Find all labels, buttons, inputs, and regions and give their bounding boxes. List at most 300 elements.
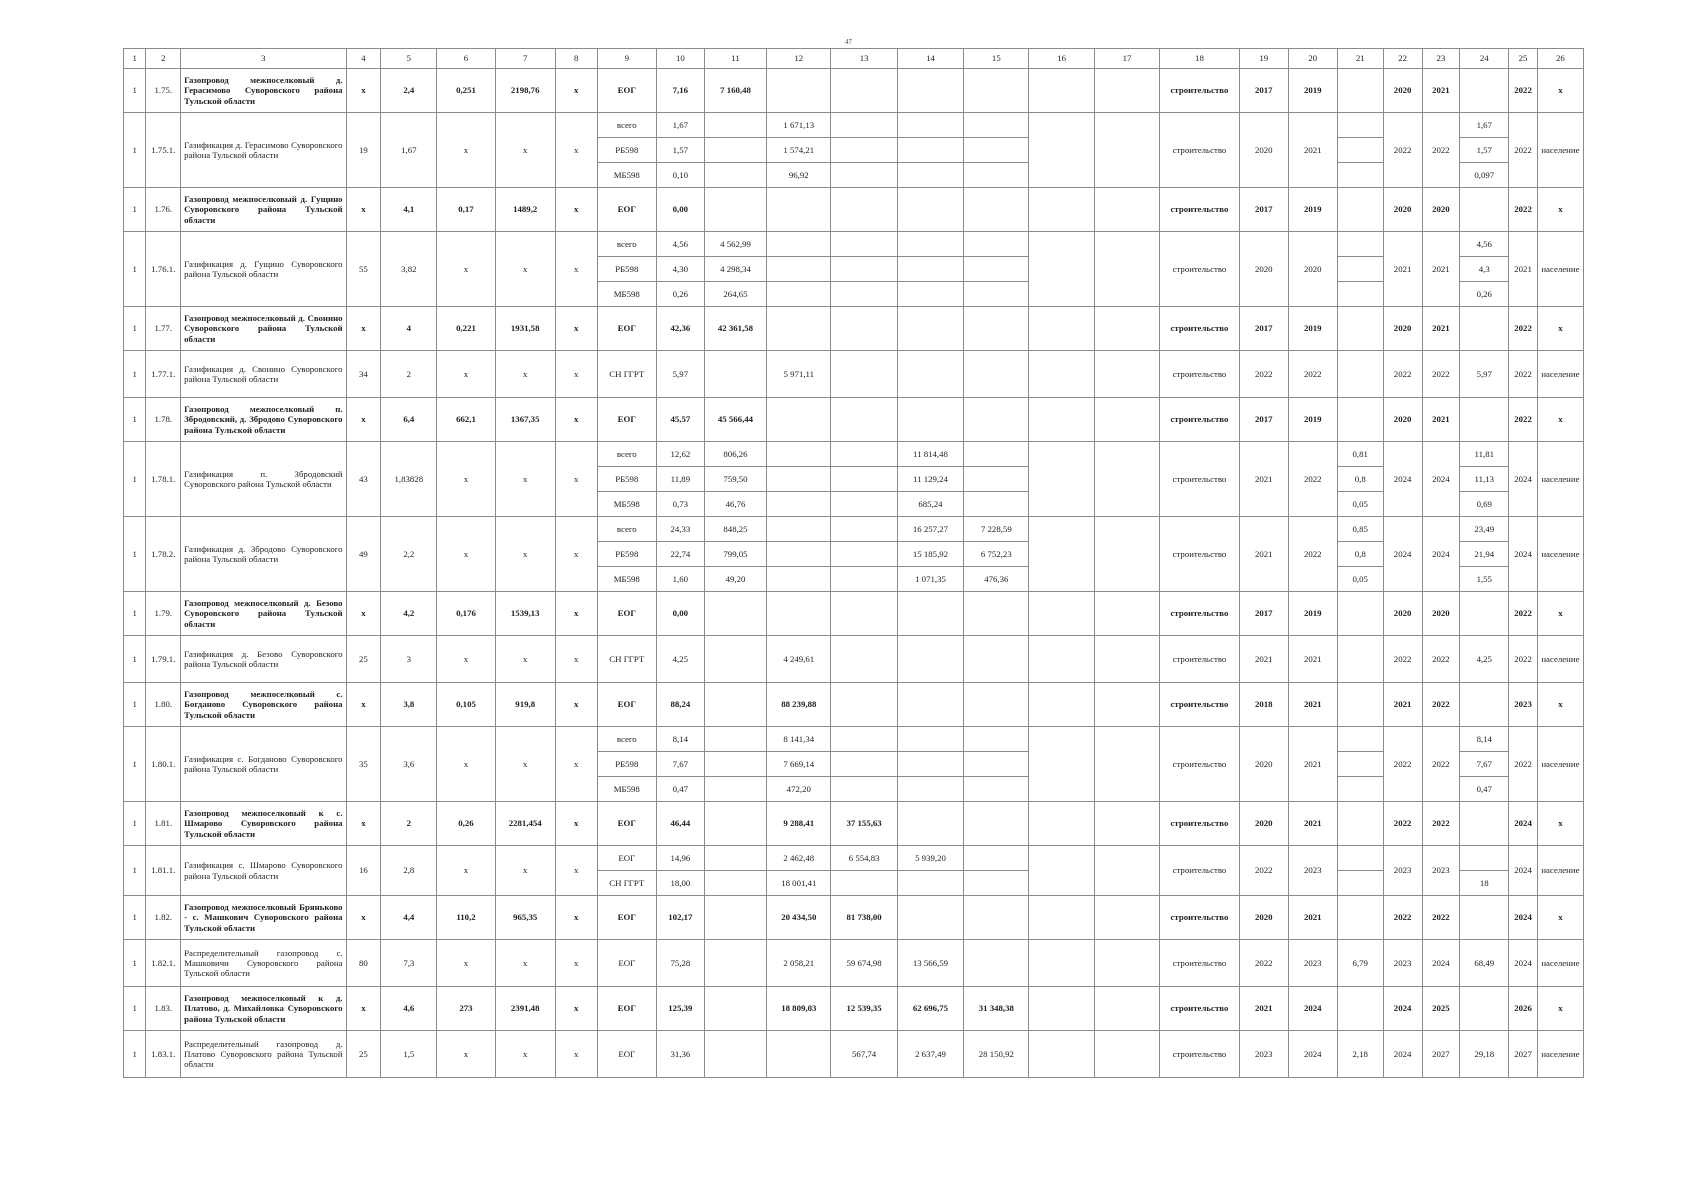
- cell-col-9: всего: [597, 113, 656, 138]
- cell-col-20: 2022: [1288, 517, 1337, 592]
- cell-col-14: [897, 727, 963, 752]
- cell-col-2: 1.80.1.: [146, 727, 181, 802]
- cell-col-26: население: [1537, 636, 1583, 683]
- cell-col-26: население: [1537, 351, 1583, 398]
- cell-col-4: 49: [346, 517, 381, 592]
- cell-col-11: [704, 163, 766, 188]
- cell-col-1: 1: [124, 398, 146, 442]
- cell-col-12: 20 434,50: [767, 896, 831, 940]
- cell-col-11: 799,05: [704, 542, 766, 567]
- cell-col-3: Газификация п. Збродовский Суворовского района Тульской области: [181, 442, 346, 517]
- cell-col-21: [1337, 351, 1383, 398]
- cell-col-9: ЕОГ: [597, 307, 656, 351]
- cell-col-12: 18 809,03: [767, 987, 831, 1031]
- cell-col-9: РБ598: [597, 752, 656, 777]
- cell-col-1: 1: [124, 188, 146, 232]
- cell-col-9: СН ГГРТ: [597, 351, 656, 398]
- cell-col-1: 1: [124, 113, 146, 188]
- cell-col-24: 7,67: [1460, 752, 1509, 777]
- cell-col-22: 2024: [1383, 517, 1422, 592]
- cell-col-8: x: [555, 1031, 597, 1078]
- cell-col-10: 0,10: [656, 163, 704, 188]
- cell-col-24: 21,94: [1460, 542, 1509, 567]
- cell-col-12: 1 574,21: [767, 138, 831, 163]
- column-header-3: 3: [181, 49, 346, 69]
- cell-col-23: 2021: [1422, 232, 1460, 307]
- cell-col-14: [897, 163, 963, 188]
- cell-col-5: 3,8: [381, 683, 437, 727]
- cell-col-20: 2022: [1288, 351, 1337, 398]
- cell-col-15: [964, 113, 1029, 138]
- cell-col-14: [897, 69, 963, 113]
- cell-col-14: [897, 307, 963, 351]
- cell-col-6: 0,251: [437, 69, 495, 113]
- cell-col-21: 0,85: [1337, 517, 1383, 542]
- cell-col-11: 848,25: [704, 517, 766, 542]
- cell-col-9: МБ598: [597, 777, 656, 802]
- cell-col-23: 2024: [1422, 940, 1460, 987]
- cell-col-25: 2026: [1509, 987, 1538, 1031]
- cell-col-25: 2024: [1509, 517, 1538, 592]
- cell-col-13: [831, 636, 897, 683]
- cell-col-12: [767, 69, 831, 113]
- cell-col-13: [831, 517, 897, 542]
- cell-col-8: x: [555, 232, 597, 307]
- cell-col-15: [964, 492, 1029, 517]
- cell-col-10: 1,67: [656, 113, 704, 138]
- cell-col-5: 4,2: [381, 592, 437, 636]
- cell-col-12: 2 462,48: [767, 846, 831, 871]
- cell-col-25: 2022: [1509, 69, 1538, 113]
- column-header-8: 8: [555, 49, 597, 69]
- cell-col-17: [1094, 592, 1159, 636]
- cell-col-1: 1: [124, 69, 146, 113]
- column-number-row: [124, 49, 1584, 69]
- cell-col-3: Газопровод межпоселковый Бряньково - с. Машкович Суворовского района Тульской области: [181, 896, 346, 940]
- cell-col-4: 16: [346, 846, 381, 896]
- cell-col-2: 1.77.1.: [146, 351, 181, 398]
- cell-col-13: [831, 398, 897, 442]
- cell-col-24: 8,14: [1460, 727, 1509, 752]
- cell-col-2: 1.82.1.: [146, 940, 181, 987]
- cell-col-20: 2019: [1288, 188, 1337, 232]
- cell-col-9: ЕОГ: [597, 398, 656, 442]
- column-header-15: 15: [964, 49, 1029, 69]
- cell-col-23: 2020: [1422, 188, 1460, 232]
- cell-col-16: [1029, 727, 1094, 802]
- cell-col-11: [704, 896, 766, 940]
- cell-col-21: 0,81: [1337, 442, 1383, 467]
- cell-col-6: x: [437, 940, 495, 987]
- cell-col-11: 4 562,99: [704, 232, 766, 257]
- cell-col-7: 1539,13: [495, 592, 555, 636]
- cell-col-3: Газопровод межпоселковый д. Герасимово Суворовского района Тульской области: [181, 69, 346, 113]
- cell-col-10: 31,36: [656, 1031, 704, 1078]
- cell-col-23: 2020: [1422, 592, 1460, 636]
- cell-col-13: [831, 777, 897, 802]
- cell-col-13: [831, 113, 897, 138]
- cell-col-21: [1337, 188, 1383, 232]
- cell-col-5: 4,1: [381, 188, 437, 232]
- cell-col-18: строительство: [1160, 1031, 1240, 1078]
- cell-col-21: [1337, 282, 1383, 307]
- cell-col-23: 2022: [1422, 683, 1460, 727]
- cell-col-25: 2022: [1509, 351, 1538, 398]
- cell-col-21: [1337, 592, 1383, 636]
- cell-col-18: строительство: [1160, 592, 1240, 636]
- cell-col-24: 4,25: [1460, 636, 1509, 683]
- cell-col-20: 2022: [1288, 442, 1337, 517]
- cell-col-11: [704, 138, 766, 163]
- column-header-22: 22: [1383, 49, 1422, 69]
- cell-col-24: [1460, 846, 1509, 871]
- cell-col-26: x: [1537, 188, 1583, 232]
- cell-col-23: 2024: [1422, 517, 1460, 592]
- cell-col-21: [1337, 69, 1383, 113]
- cell-col-10: 5,97: [656, 351, 704, 398]
- table-row: [124, 351, 1584, 398]
- cell-col-15: 7 228,59: [964, 517, 1029, 542]
- cell-col-25: 2024: [1509, 442, 1538, 517]
- cell-col-11: 42 361,58: [704, 307, 766, 351]
- cell-col-12: [767, 232, 831, 257]
- cell-col-15: [964, 69, 1029, 113]
- cell-col-6: 0,221: [437, 307, 495, 351]
- cell-col-16: [1029, 442, 1094, 517]
- cell-col-4: 80: [346, 940, 381, 987]
- cell-col-19: 2020: [1239, 896, 1288, 940]
- cell-col-17: [1094, 896, 1159, 940]
- cell-col-25: 2022: [1509, 398, 1538, 442]
- cell-col-4: 43: [346, 442, 381, 517]
- cell-col-10: 0,26: [656, 282, 704, 307]
- cell-col-24: 1,67: [1460, 113, 1509, 138]
- cell-col-21: 2,18: [1337, 1031, 1383, 1078]
- cell-col-21: [1337, 683, 1383, 727]
- cell-col-25: 2027: [1509, 1031, 1538, 1078]
- cell-col-22: 2022: [1383, 351, 1422, 398]
- cell-col-22: 2022: [1383, 802, 1422, 846]
- cell-col-16: [1029, 896, 1094, 940]
- cell-col-12: 2 058,21: [767, 940, 831, 987]
- cell-col-17: [1094, 69, 1159, 113]
- cell-col-19: 2018: [1239, 683, 1288, 727]
- cell-col-11: [704, 113, 766, 138]
- cell-col-8: x: [555, 113, 597, 188]
- cell-col-4: x: [346, 896, 381, 940]
- cell-col-7: 965,35: [495, 896, 555, 940]
- cell-col-5: 1,67: [381, 113, 437, 188]
- cell-col-19: 2020: [1239, 232, 1288, 307]
- table-row: [124, 987, 1584, 1031]
- cell-col-8: x: [555, 727, 597, 802]
- cell-col-3: Газификация с. Шмарово Суворовского района Тульской области: [181, 846, 346, 896]
- cell-col-3: Распределительный газопровод с. Машковичи Суворовского района Тульской области: [181, 940, 346, 987]
- column-header-9: 9: [597, 49, 656, 69]
- cell-col-26: население: [1537, 113, 1583, 188]
- cell-col-17: [1094, 987, 1159, 1031]
- table-subrow: [124, 232, 1584, 257]
- cell-col-3: Распределительный газопровод д. Платово Суворовского района Тульской области: [181, 1031, 346, 1078]
- column-header-10: 10: [656, 49, 704, 69]
- cell-col-22: 2022: [1383, 636, 1422, 683]
- cell-col-19: 2020: [1239, 802, 1288, 846]
- cell-col-18: строительство: [1160, 987, 1240, 1031]
- cell-col-12: [767, 592, 831, 636]
- cell-col-18: строительство: [1160, 846, 1240, 896]
- cell-col-24: 11,13: [1460, 467, 1509, 492]
- column-header-25: 25: [1509, 49, 1538, 69]
- cell-col-19: 2017: [1239, 188, 1288, 232]
- cell-col-13: [831, 752, 897, 777]
- cell-col-13: [831, 163, 897, 188]
- cell-col-23: 2022: [1422, 351, 1460, 398]
- cell-col-26: x: [1537, 802, 1583, 846]
- cell-col-15: [964, 442, 1029, 467]
- cell-col-16: [1029, 188, 1094, 232]
- cell-col-9: РБ598: [597, 138, 656, 163]
- cell-col-26: население: [1537, 727, 1583, 802]
- cell-col-1: 1: [124, 727, 146, 802]
- cell-col-5: 3,6: [381, 727, 437, 802]
- cell-col-10: 8,14: [656, 727, 704, 752]
- cell-col-4: x: [346, 683, 381, 727]
- cell-col-6: 0,105: [437, 683, 495, 727]
- cell-col-25: 2022: [1509, 307, 1538, 351]
- column-header-16: 16: [1029, 49, 1094, 69]
- cell-col-12: [767, 517, 831, 542]
- cell-col-6: x: [437, 517, 495, 592]
- cell-col-9: ЕОГ: [597, 592, 656, 636]
- cell-col-3: Газопровод межпоселковый д. Безово Суворовского района Тульской области: [181, 592, 346, 636]
- cell-col-9: всего: [597, 517, 656, 542]
- cell-col-14: [897, 777, 963, 802]
- cell-col-22: 2022: [1383, 727, 1422, 802]
- cell-col-15: [964, 802, 1029, 846]
- table-row: [124, 592, 1584, 636]
- cell-col-26: население: [1537, 517, 1583, 592]
- cell-col-15: [964, 398, 1029, 442]
- cell-col-25: 2021: [1509, 232, 1538, 307]
- column-header-12: 12: [767, 49, 831, 69]
- cell-col-13: [831, 232, 897, 257]
- cell-col-13: [831, 351, 897, 398]
- cell-col-2: 1.76.1.: [146, 232, 181, 307]
- cell-col-18: строительство: [1160, 398, 1240, 442]
- column-header-14: 14: [897, 49, 963, 69]
- cell-col-22: 2020: [1383, 592, 1422, 636]
- cell-col-26: население: [1537, 232, 1583, 307]
- cell-col-9: ЕОГ: [597, 846, 656, 871]
- cell-col-2: 1.80.: [146, 683, 181, 727]
- cell-col-20: 2021: [1288, 113, 1337, 188]
- cell-col-18: строительство: [1160, 683, 1240, 727]
- cell-col-9: СН ГГРТ: [597, 871, 656, 896]
- cell-col-1: 1: [124, 517, 146, 592]
- cell-col-26: x: [1537, 398, 1583, 442]
- cell-col-13: [831, 871, 897, 896]
- cell-col-8: x: [555, 636, 597, 683]
- cell-col-4: 55: [346, 232, 381, 307]
- cell-col-16: [1029, 940, 1094, 987]
- cell-col-4: x: [346, 307, 381, 351]
- cell-col-5: 2,4: [381, 69, 437, 113]
- cell-col-12: [767, 1031, 831, 1078]
- cell-col-6: 110,2: [437, 896, 495, 940]
- cell-col-7: x: [495, 846, 555, 896]
- cell-col-2: 1.75.1.: [146, 113, 181, 188]
- cell-col-17: [1094, 188, 1159, 232]
- cell-col-18: строительство: [1160, 69, 1240, 113]
- cell-col-6: 0,17: [437, 188, 495, 232]
- cell-col-7: x: [495, 1031, 555, 1078]
- cell-col-20: 2021: [1288, 727, 1337, 802]
- cell-col-8: x: [555, 683, 597, 727]
- cell-col-12: [767, 542, 831, 567]
- cell-col-24: 0,26: [1460, 282, 1509, 307]
- cell-col-15: [964, 727, 1029, 752]
- cell-col-3: Газопровод межпоселковый п. Збродовский, д. Збродово Суворовского района Тульской области: [181, 398, 346, 442]
- cell-col-26: население: [1537, 940, 1583, 987]
- cell-col-13: [831, 467, 897, 492]
- cell-col-19: 2020: [1239, 727, 1288, 802]
- cell-col-14: [897, 232, 963, 257]
- cell-col-9: ЕОГ: [597, 940, 656, 987]
- cell-col-11: [704, 987, 766, 1031]
- cell-col-22: 2020: [1383, 69, 1422, 113]
- cell-col-14: 15 185,92: [897, 542, 963, 567]
- column-header-11: 11: [704, 49, 766, 69]
- cell-col-23: 2022: [1422, 802, 1460, 846]
- cell-col-17: [1094, 442, 1159, 517]
- cell-col-7: 919,8: [495, 683, 555, 727]
- cell-col-23: 2021: [1422, 69, 1460, 113]
- cell-col-13: [831, 592, 897, 636]
- cell-col-2: 1.78.: [146, 398, 181, 442]
- cell-col-4: x: [346, 592, 381, 636]
- cell-col-15: [964, 683, 1029, 727]
- cell-col-6: x: [437, 351, 495, 398]
- cell-col-23: 2022: [1422, 636, 1460, 683]
- cell-col-6: 0,176: [437, 592, 495, 636]
- cell-col-9: ЕОГ: [597, 802, 656, 846]
- cell-col-19: 2017: [1239, 307, 1288, 351]
- cell-col-16: [1029, 636, 1094, 683]
- cell-col-9: РБ598: [597, 542, 656, 567]
- cell-col-10: 4,56: [656, 232, 704, 257]
- cell-col-10: 102,17: [656, 896, 704, 940]
- table-row: [124, 896, 1584, 940]
- cell-col-11: [704, 940, 766, 987]
- cell-col-22: 2020: [1383, 188, 1422, 232]
- cell-col-4: x: [346, 802, 381, 846]
- cell-col-14: [897, 896, 963, 940]
- cell-col-1: 1: [124, 987, 146, 1031]
- cell-col-24: 0,097: [1460, 163, 1509, 188]
- cell-col-11: [704, 777, 766, 802]
- cell-col-8: x: [555, 896, 597, 940]
- cell-col-7: 1489,2: [495, 188, 555, 232]
- column-header-13: 13: [831, 49, 897, 69]
- cell-col-11: [704, 1031, 766, 1078]
- table-subrow: [124, 442, 1584, 467]
- cell-col-21: [1337, 846, 1383, 871]
- cell-col-21: [1337, 802, 1383, 846]
- cell-col-24: 11,81: [1460, 442, 1509, 467]
- cell-col-11: 45 566,44: [704, 398, 766, 442]
- cell-col-13: 567,74: [831, 1031, 897, 1078]
- cell-col-17: [1094, 940, 1159, 987]
- cell-col-25: 2022: [1509, 113, 1538, 188]
- cell-col-21: [1337, 727, 1383, 752]
- cell-col-11: [704, 592, 766, 636]
- cell-col-11: 49,20: [704, 567, 766, 592]
- cell-col-12: [767, 567, 831, 592]
- cell-col-6: x: [437, 846, 495, 896]
- cell-col-23: 2022: [1422, 113, 1460, 188]
- cell-col-12: [767, 307, 831, 351]
- cell-col-24: [1460, 987, 1509, 1031]
- cell-col-7: x: [495, 517, 555, 592]
- cell-col-15: [964, 163, 1029, 188]
- cell-col-11: [704, 752, 766, 777]
- cell-col-2: 1.78.1.: [146, 442, 181, 517]
- column-header-17: 17: [1094, 49, 1159, 69]
- column-header-24: 24: [1460, 49, 1509, 69]
- cell-col-19: 2017: [1239, 69, 1288, 113]
- cell-col-11: [704, 636, 766, 683]
- cell-col-5: 3: [381, 636, 437, 683]
- cell-col-15: [964, 940, 1029, 987]
- cell-col-5: 1,5: [381, 1031, 437, 1078]
- cell-col-18: строительство: [1160, 442, 1240, 517]
- cell-col-18: строительство: [1160, 940, 1240, 987]
- cell-col-11: 264,65: [704, 282, 766, 307]
- cell-col-12: [767, 257, 831, 282]
- cell-col-15: 31 348,38: [964, 987, 1029, 1031]
- cell-col-14: [897, 188, 963, 232]
- cell-col-17: [1094, 307, 1159, 351]
- cell-col-16: [1029, 307, 1094, 351]
- cell-col-1: 1: [124, 307, 146, 351]
- cell-col-10: 1,57: [656, 138, 704, 163]
- cell-col-10: 45,57: [656, 398, 704, 442]
- cell-col-18: строительство: [1160, 188, 1240, 232]
- cell-col-7: 2198,76: [495, 69, 555, 113]
- cell-col-21: [1337, 113, 1383, 138]
- cell-col-24: [1460, 896, 1509, 940]
- cell-col-12: [767, 442, 831, 467]
- cell-col-5: 1,83828: [381, 442, 437, 517]
- cell-col-24: 23,49: [1460, 517, 1509, 542]
- cell-col-9: СН ГГРТ: [597, 636, 656, 683]
- table-row: [124, 69, 1584, 113]
- cell-col-1: 1: [124, 592, 146, 636]
- cell-col-2: 1.81.: [146, 802, 181, 846]
- cell-col-15: [964, 138, 1029, 163]
- cell-col-12: 96,92: [767, 163, 831, 188]
- cell-col-21: [1337, 163, 1383, 188]
- cell-col-9: всего: [597, 727, 656, 752]
- column-header-1: 1: [124, 49, 146, 69]
- cell-col-17: [1094, 727, 1159, 802]
- cell-col-13: [831, 542, 897, 567]
- column-header-20: 20: [1288, 49, 1337, 69]
- cell-col-25: 2023: [1509, 683, 1538, 727]
- cell-col-23: 2022: [1422, 727, 1460, 802]
- cell-col-15: [964, 232, 1029, 257]
- cell-col-19: 2022: [1239, 846, 1288, 896]
